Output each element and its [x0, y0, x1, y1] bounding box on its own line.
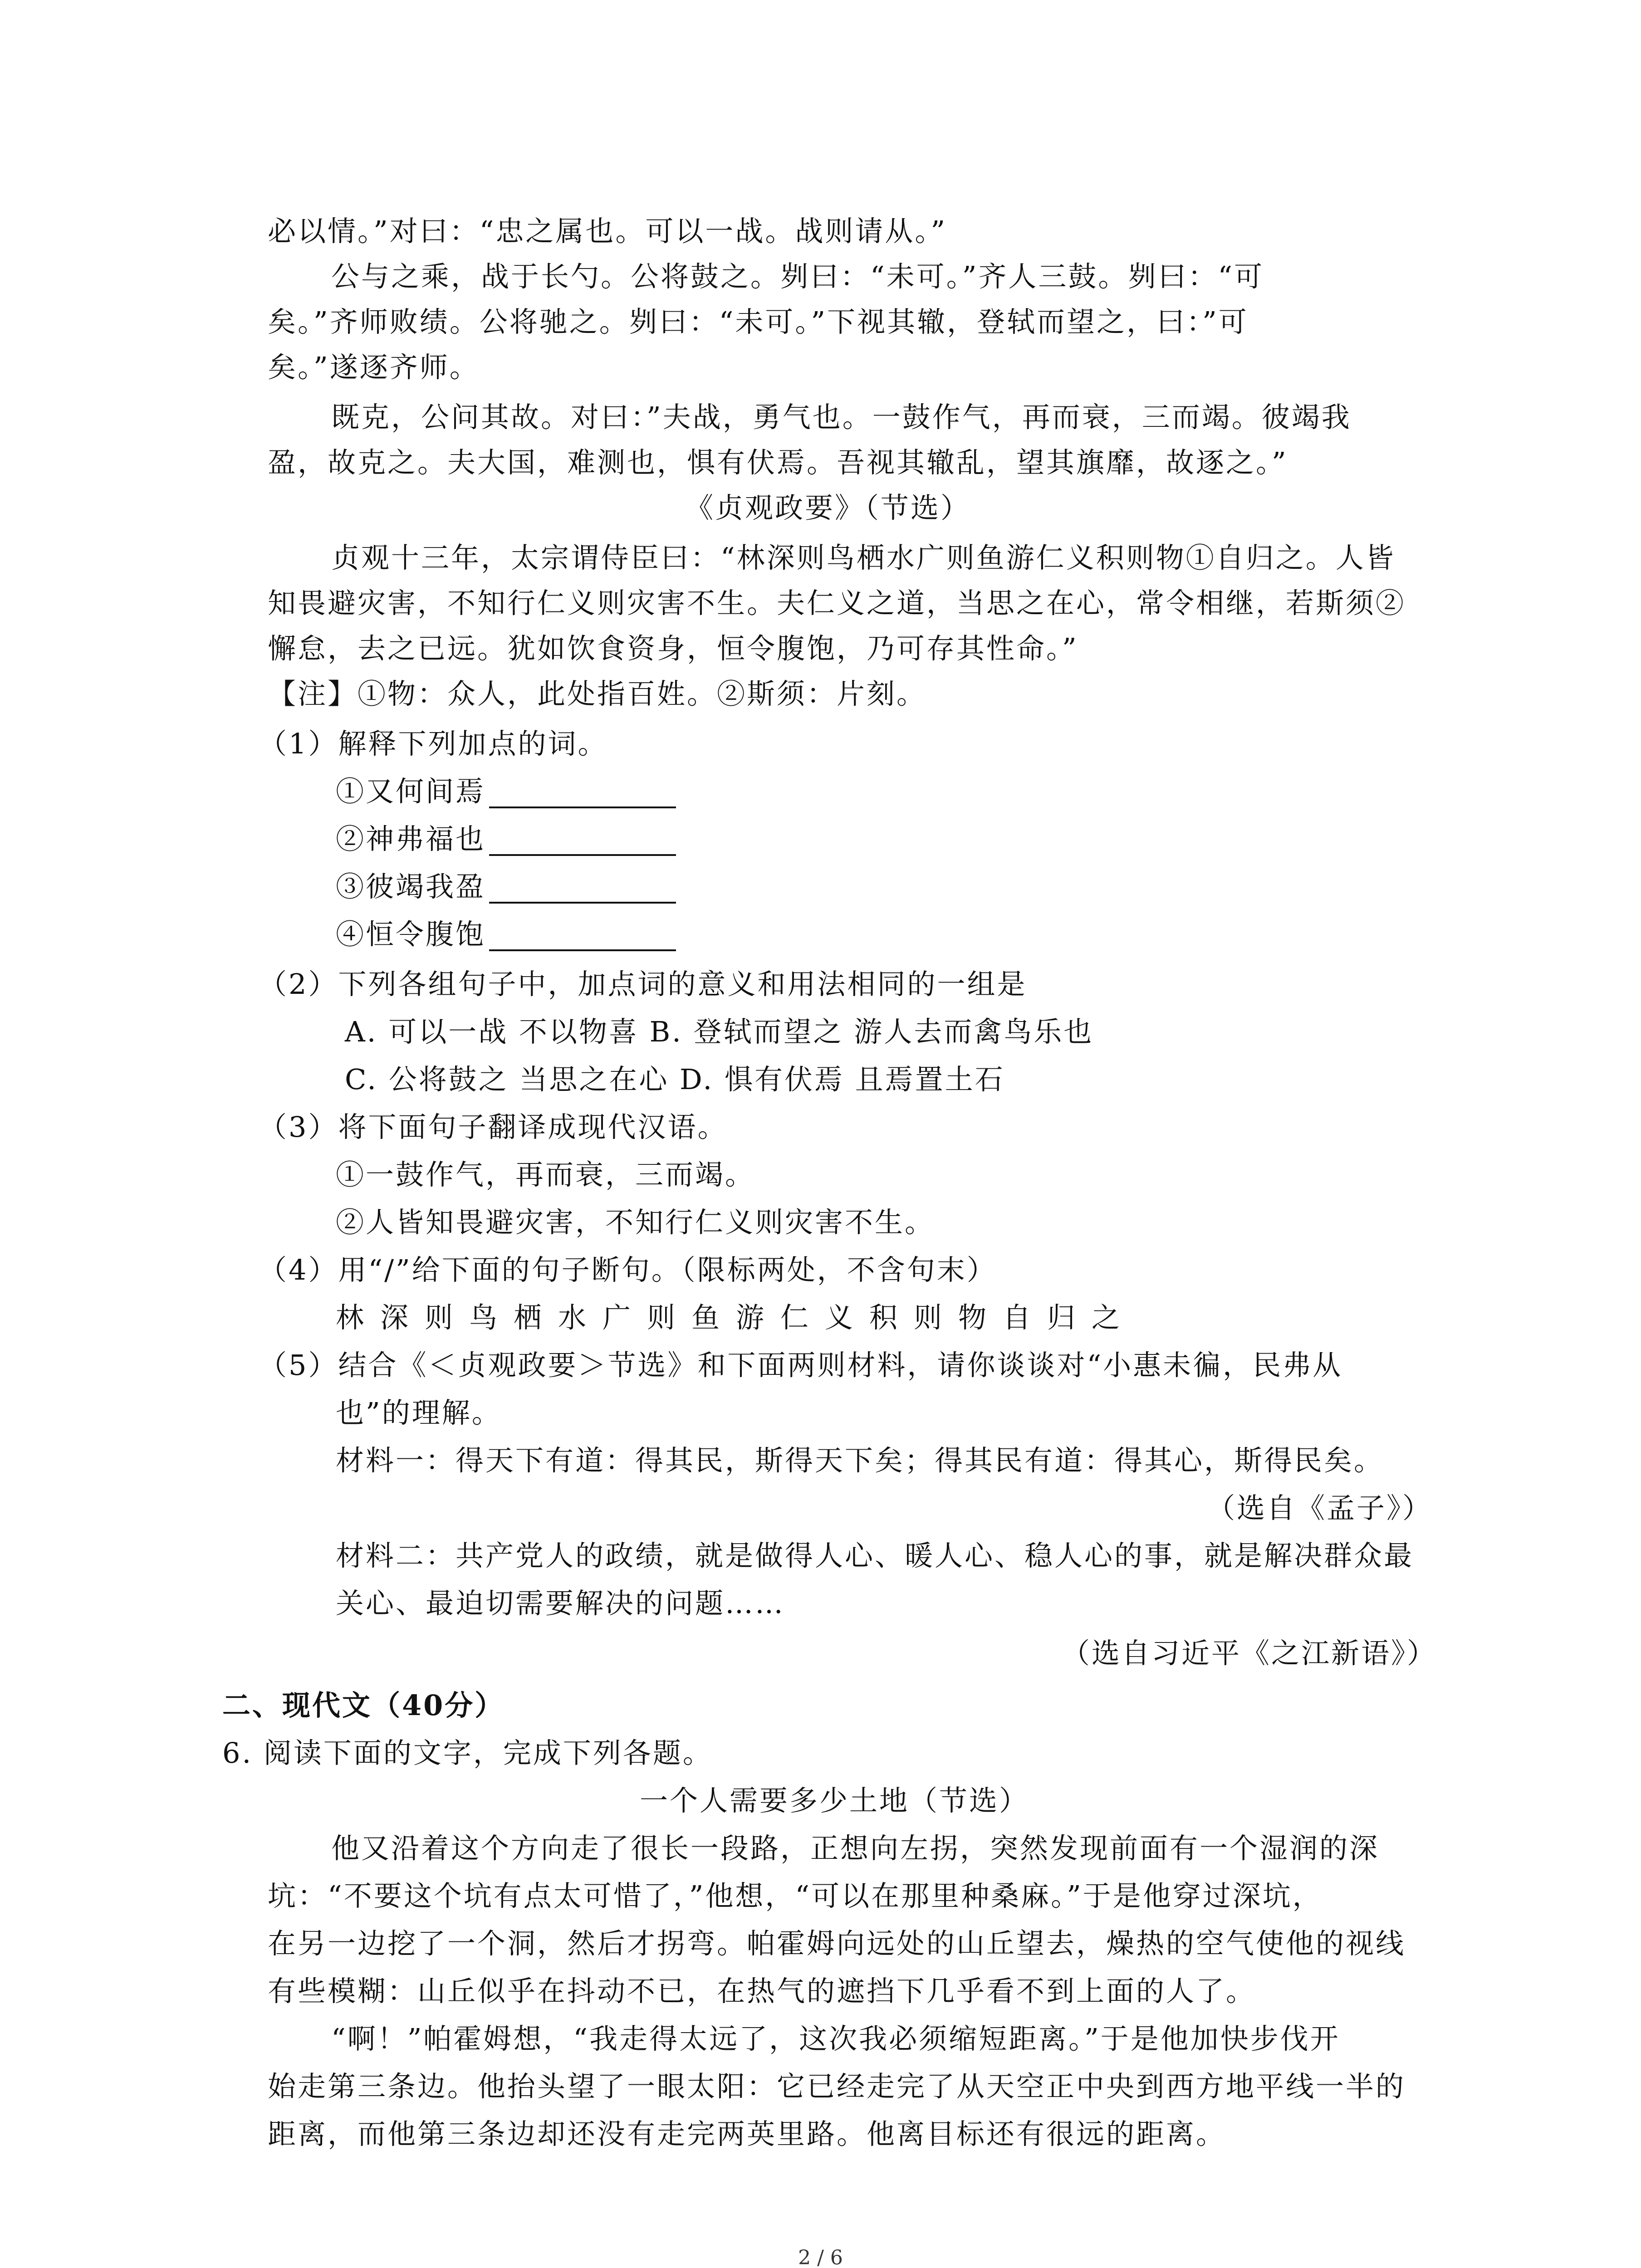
answer-blank[interactable]	[489, 807, 676, 808]
passage-b-note: 【注】①物：众人，此处指百姓。②斯须：片刻。	[268, 677, 927, 710]
material-2-source: （选自习近平《之江新语》）	[1062, 1637, 1437, 1670]
passage-c-line: 距离，而他第三条边却还没有走完两英里路。他离目标还有很远的距离。	[268, 2117, 1226, 2151]
q1-item: ②神弗福也	[336, 822, 486, 855]
q1-item: ③彼竭我盈	[336, 870, 486, 903]
q1-item: ④恒令腹饱	[336, 918, 486, 951]
section-heading: 二、现代文（40分）	[222, 1689, 505, 1722]
passage-a-line: 必以情。”对曰：“忠之属也。可以一战。战则请从。”	[268, 215, 947, 248]
passage-c-line: 有些模糊：山丘似乎在抖动不已，在热气的遮挡下几乎看不到上面的人了。	[268, 1975, 1256, 2008]
material-1: 材料一：得天下有道：得其民，斯得天下矣；得其民有道：得其心，斯得民矣。	[336, 1444, 1384, 1477]
q1-item: ①又何间焉	[336, 775, 486, 808]
question-5-stem: （5）结合《＜贞观政要＞节选》和下面两则材料，请你谈谈对“小惠未徧，民弗从	[259, 1349, 1343, 1382]
question-1-stem: （1）解释下列加点的词。	[259, 727, 608, 760]
passage-a-line: 矣。”齐师败绩。公将驰之。刿曰：“未可。”下视其辙，登轼而望之，曰：”可	[268, 305, 1249, 338]
passage-a-line: 既克，公问其故。对曰：”夫战，勇气也。一鼓作气，再而衰，三而竭。彼竭我	[331, 401, 1352, 434]
question-4-stem: （4）用“/”给下面的句子断句。（限标两处，不含句末）	[259, 1253, 997, 1286]
passage-b-line: 知畏避灾害，不知行仁义则灾害不生。夫仁义之道，当思之在心，常令相继，若斯须②	[268, 587, 1406, 620]
passage-c-title: 一个人需要多少土地（节选）	[640, 1784, 1029, 1817]
question-3-stem: （3）将下面句子翻译成现代汉语。	[259, 1110, 728, 1144]
passage-c-line: “啊！”帕霍姆想，“我走得太远了，这次我必须缩短距离。”于是他加快步伐开	[331, 2022, 1340, 2055]
answer-blank[interactable]	[489, 902, 676, 904]
question-2-stem: （2）下列各组句子中，加点词的意义和用法相同的一组是	[259, 968, 1027, 1001]
q3-sentence: ②人皆知畏避灾害，不知行仁义则灾害不生。	[336, 1206, 935, 1239]
passage-c-line: 他又沿着这个方向走了很长一段路，正想向左拐，突然发现前面有一个湿润的深	[331, 1832, 1380, 1865]
material-2: 材料二：共产党人的政绩，就是做得人心、暖人心、稳人心的事，就是解决群众最	[336, 1539, 1414, 1572]
passage-c-line: 坑：“不要这个坑有点太可惜了，”他想，“可以在那里种桑麻。”于是他穿过深坑，	[268, 1879, 1323, 1912]
answer-blank[interactable]	[489, 949, 676, 951]
q2-options-ab: A. 可以一战 不以物喜 B. 登轼而望之 游人去而禽鸟乐也	[345, 1015, 1094, 1048]
answer-blank[interactable]	[489, 854, 676, 856]
material-2: 关心、最迫切需要解决的问题……	[336, 1587, 785, 1620]
passage-a-line: 公与之乘，战于长勺。公将鼓之。刿曰：“未可。”齐人三鼓。刿曰：“可	[331, 260, 1264, 293]
passage-b-title: 《贞观政要》（节选）	[685, 491, 971, 524]
passage-a-line: 矣。”遂逐齐师。	[268, 351, 480, 384]
passage-a-line: 盈，故克之。夫大国，难测也，惧有伏焉。吾视其辙乱，望其旗靡，故逐之。”	[268, 446, 1288, 479]
passage-c-line: 在另一边挖了一个洞，然后才拐弯。帕霍姆向远处的山丘望去，燥热的空气使他的视线	[268, 1927, 1406, 1960]
material-1-source: （选自《孟子》）	[1207, 1491, 1433, 1525]
passage-b-line: 贞观十三年，太宗谓侍臣曰：“林深则鸟栖水广则鱼游仁义积则物①自归之。人皆	[331, 541, 1396, 574]
passage-c-line: 始走第三条边。他抬头望了一眼太阳：它已经走完了从天空正中央到西方地平线一半的	[268, 2070, 1406, 2103]
q2-options-cd: C. 公将鼓之 当思之在心 D. 惧有伏焉 且焉置土石	[345, 1063, 1005, 1096]
q3-sentence: ①一鼓作气，再而衰，三而竭。	[336, 1158, 755, 1191]
page-number: 2 / 6	[798, 2246, 843, 2268]
q4-sentence: 林深则鸟栖水广则鱼游仁义积则物自归之	[336, 1301, 1136, 1334]
passage-b-line: 懈怠，去之已远。犹如饮食资身，恒令腹饱，乃可存其性命。”	[268, 632, 1078, 665]
question-5-stem: 也”的理解。	[336, 1396, 502, 1429]
question-6-stem: 6. 阅读下面的文字，完成下列各题。	[222, 1736, 713, 1769]
